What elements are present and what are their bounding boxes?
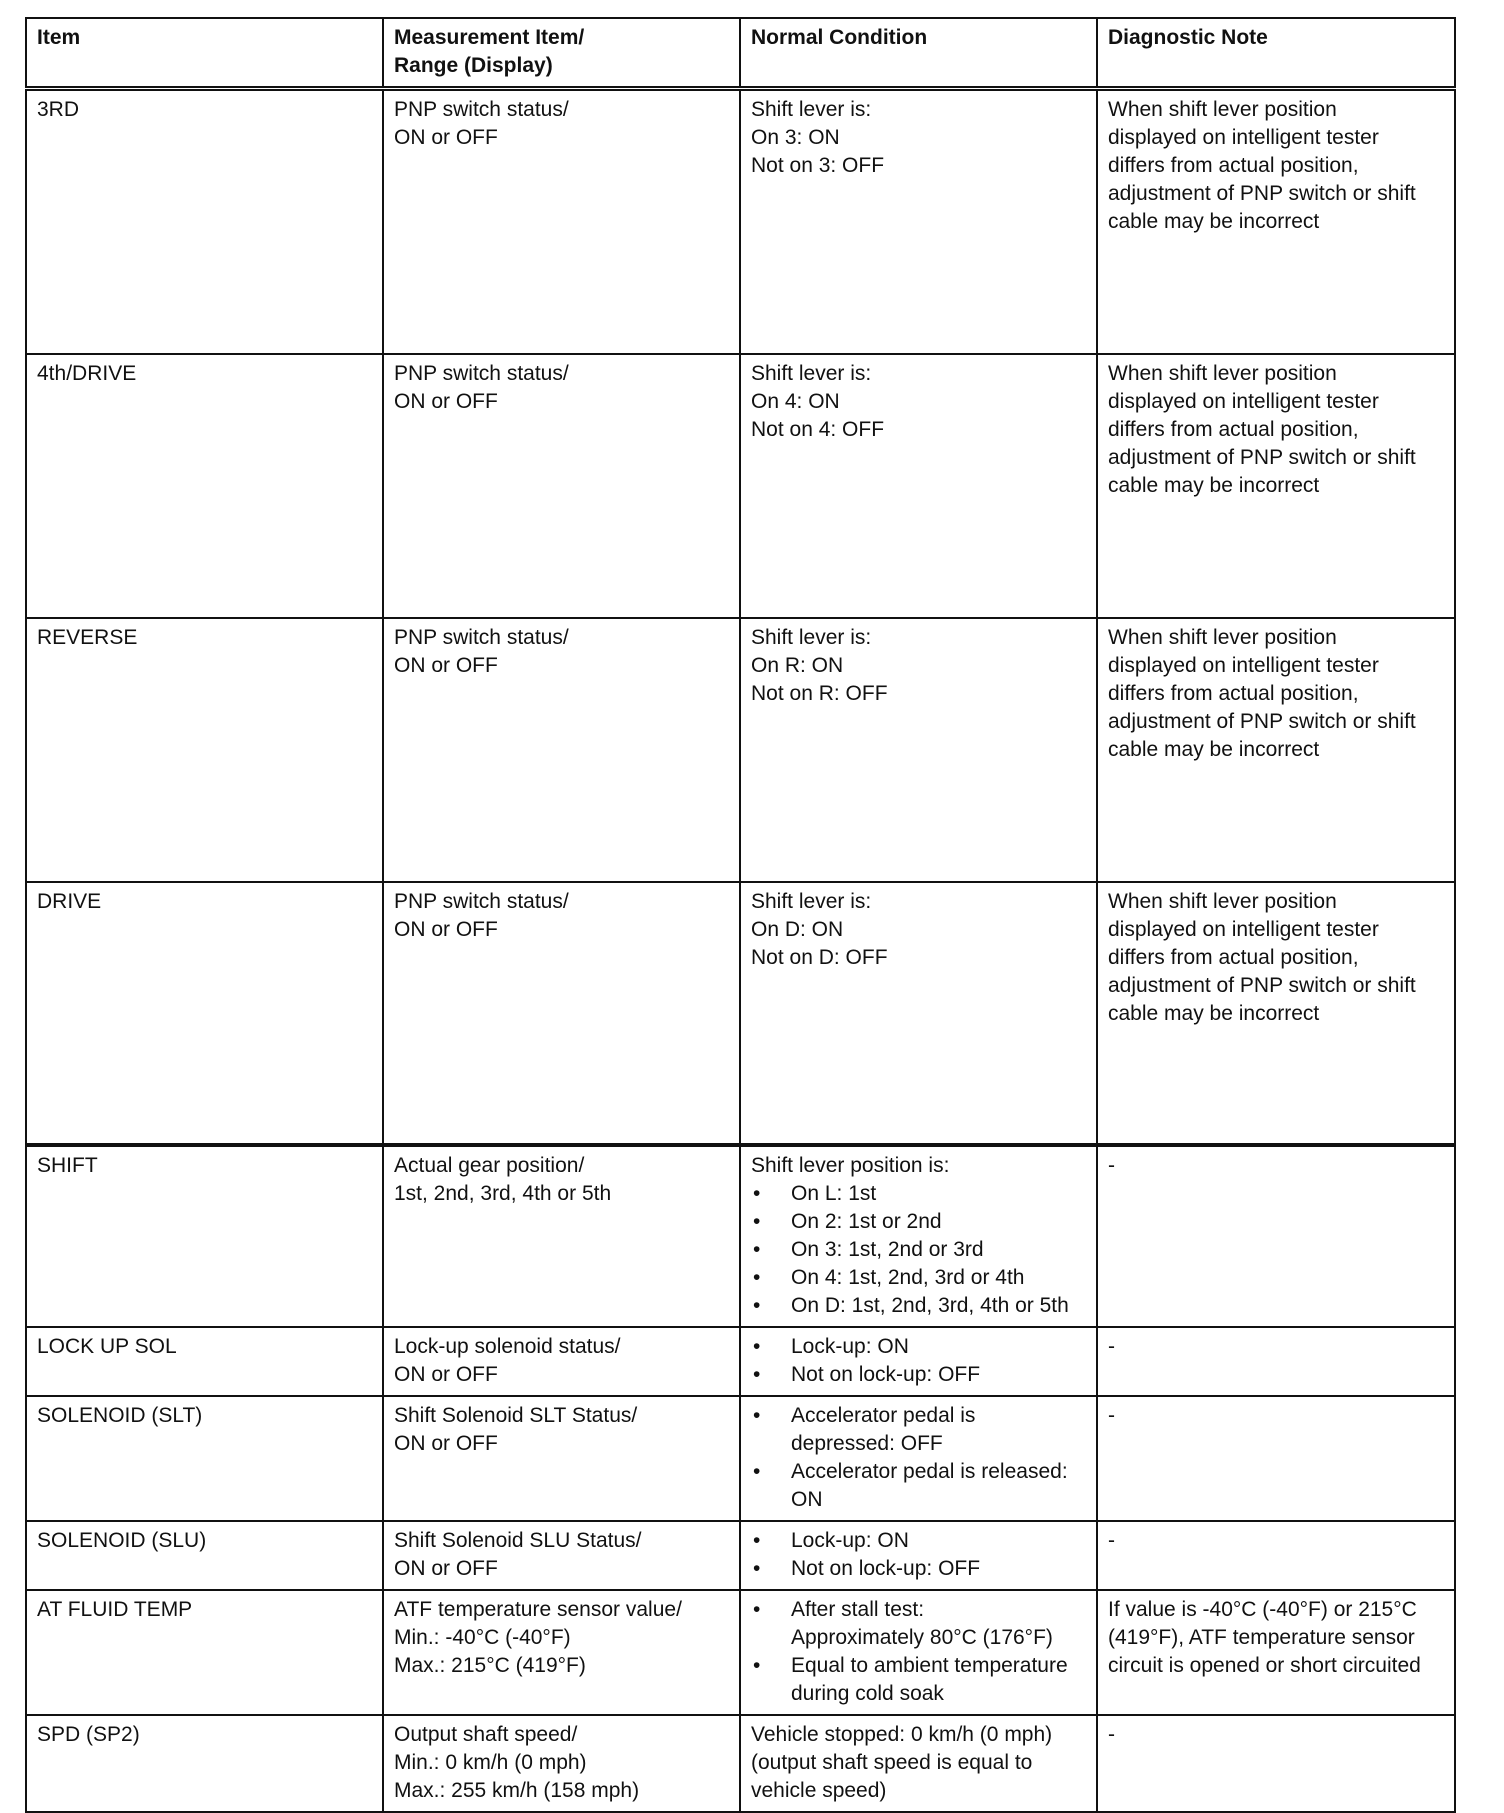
- measurement-cell: Lock-up solenoid status/ ON or OFF: [383, 1327, 740, 1396]
- table-row: [26, 1396, 1455, 1521]
- table-row: [26, 618, 1455, 882]
- bullet-item: • Accelerator pedal is depressed: OFF: [751, 1402, 1086, 1458]
- normal-condition-cell: [740, 1521, 1097, 1590]
- table-row: [26, 1715, 1455, 1812]
- bullet-item: • Equal to ambient temperature during cold soak: [751, 1652, 1086, 1708]
- measurement-cell: Actual gear position/ 1st, 2nd, 3rd, 4th or 5th: [383, 1145, 740, 1327]
- diagnostic-note-cell: -: [1097, 1327, 1455, 1396]
- measurement-cell: PNP switch status/ ON or OFF: [383, 882, 740, 1145]
- item-cell: SOLENOID (SLU): [26, 1521, 383, 1590]
- bullet-item: • On 3: 1st, 2nd or 3rd: [751, 1236, 1086, 1264]
- item-cell: 3RD: [26, 89, 383, 355]
- diagnostic-note-cell: -: [1097, 1521, 1455, 1590]
- measurement-cell: Shift Solenoid SLU Status/ ON or OFF: [383, 1521, 740, 1590]
- item-cell: REVERSE: [26, 618, 383, 882]
- diagnostic-note-cell: When shift lever position displayed on intelligent tester differs from actual position, adjustment of PNP switch or shift cable may be incorrect: [1097, 354, 1455, 618]
- table-row: [26, 1590, 1455, 1715]
- normal-condition-cell: Shift lever is: On R: ON Not on R: OFF: [740, 618, 1097, 882]
- normal-condition-cell: [740, 1396, 1097, 1521]
- measurement-cell: PNP switch status/ ON or OFF: [383, 618, 740, 882]
- table-header-row: [26, 18, 1455, 89]
- bullet-item: • On D: 1st, 2nd, 3rd, 4th or 5th: [751, 1292, 1086, 1320]
- header-measurement: Measurement Item/ Range (Display): [383, 18, 740, 89]
- measurement-cell: Output shaft speed/ Min.: 0 km/h (0 mph) Max.: 255 km/h (158 mph): [383, 1715, 740, 1812]
- header-normal-condition: Normal Condition: [740, 18, 1097, 89]
- measurement-cell: PNP switch status/ ON or OFF: [383, 89, 740, 355]
- bullet-item: • Lock-up: ON: [751, 1527, 1086, 1555]
- bullet-item: • After stall test: Approximately 80°C (176°F): [751, 1596, 1086, 1652]
- bullet-item: • Not on lock-up: OFF: [751, 1361, 1086, 1389]
- diagnostic-note-cell: If value is -40°C (-40°F) or 215°C (419°F), ATF temperature sensor circuit is opened or short circuited: [1097, 1590, 1455, 1715]
- header-item: Item: [26, 18, 383, 89]
- measurement-cell: ATF temperature sensor value/ Min.: -40°C (-40°F) Max.: 215°C (419°F): [383, 1590, 740, 1715]
- header-diagnostic-note: Diagnostic Note: [1097, 18, 1455, 89]
- table-row: [26, 354, 1455, 618]
- diagnostic-note-cell: When shift lever position displayed on intelligent tester differs from actual position, adjustment of PNP switch or shift cable may be incorrect: [1097, 618, 1455, 882]
- item-cell: SHIFT: [26, 1145, 383, 1327]
- item-cell: AT FLUID TEMP: [26, 1590, 383, 1715]
- normal-condition-cell: Shift lever is: On 4: ON Not on 4: OFF: [740, 354, 1097, 618]
- normal-condition-cell: [740, 1590, 1097, 1715]
- diagnostic-data-table: [25, 17, 1456, 1813]
- normal-condition-cell: [740, 1327, 1097, 1396]
- bullet-item: • On 4: 1st, 2nd, 3rd or 4th: [751, 1264, 1086, 1292]
- item-cell: DRIVE: [26, 882, 383, 1145]
- measurement-cell: Shift Solenoid SLT Status/ ON or OFF: [383, 1396, 740, 1521]
- normal-condition-cell: Shift lever position is: • On L: 1st • On 2: 1st or 2nd • On 3: 1st, 2nd or 3rd • On 4: 1st, 2nd, 3rd or 4th • On D: 1st, 2nd, 3rd, 4th or 5th: [740, 1145, 1097, 1327]
- item-cell: LOCK UP SOL: [26, 1327, 383, 1396]
- diagnostic-note-cell: When shift lever position displayed on intelligent tester differs from actual position, adjustment of PNP switch or shift cable may be incorrect: [1097, 882, 1455, 1145]
- diagnostic-note-cell: -: [1097, 1145, 1455, 1327]
- bullet-item: • Accelerator pedal is released: ON: [751, 1458, 1086, 1514]
- table-row: [26, 1145, 1455, 1327]
- table-row: [26, 882, 1455, 1145]
- item-cell: 4th/DRIVE: [26, 354, 383, 618]
- table-row: [26, 89, 1455, 355]
- measurement-cell: PNP switch status/ ON or OFF: [383, 354, 740, 618]
- normal-condition-cell: Shift lever is: On D: ON Not on D: OFF: [740, 882, 1097, 1145]
- bullet-item: • Not on lock-up: OFF: [751, 1555, 1086, 1583]
- normal-condition-cell: Vehicle stopped: 0 km/h (0 mph) (output shaft speed is equal to vehicle speed): [740, 1715, 1097, 1812]
- normal-condition-cell: Shift lever is: On 3: ON Not on 3: OFF: [740, 89, 1097, 355]
- item-cell: SOLENOID (SLT): [26, 1396, 383, 1521]
- diagnostic-note-cell: When shift lever position displayed on intelligent tester differs from actual position, adjustment of PNP switch or shift cable may be incorrect: [1097, 89, 1455, 355]
- bullet-item: • On L: 1st: [751, 1180, 1086, 1208]
- bullet-item: • On 2: 1st or 2nd: [751, 1208, 1086, 1236]
- diagnostic-note-cell: -: [1097, 1396, 1455, 1521]
- table-row: [26, 1327, 1455, 1396]
- diagnostic-note-cell: -: [1097, 1715, 1455, 1812]
- bullet-item: • Lock-up: ON: [751, 1333, 1086, 1361]
- table-row: [26, 1521, 1455, 1590]
- item-cell: SPD (SP2): [26, 1715, 383, 1812]
